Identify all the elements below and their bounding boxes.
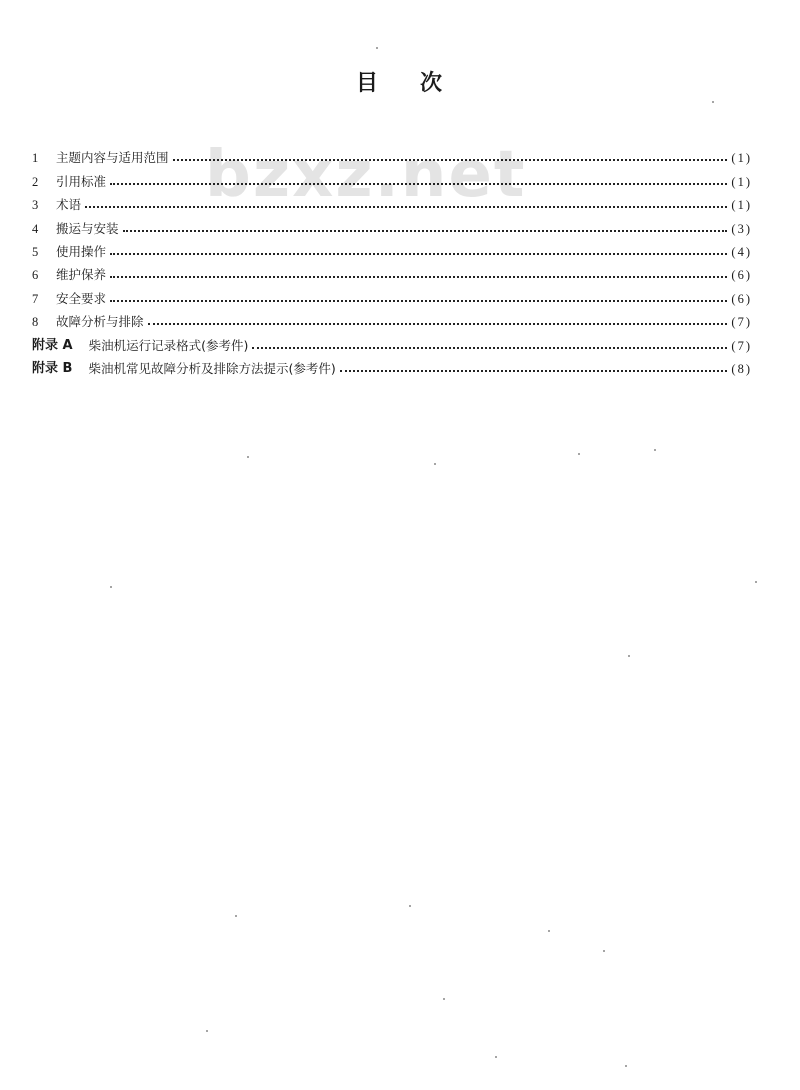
toc-entry-1 <box>32 143 752 166</box>
toc-label: 故障分析与排除 <box>56 314 144 330</box>
toc-number: 1 <box>32 151 39 166</box>
toc-page-number: (1) <box>731 198 752 213</box>
title-char-2: 次 <box>420 71 445 96</box>
scan-speck <box>434 463 436 465</box>
scan-speck <box>110 586 112 588</box>
toc-number: 8 <box>32 315 39 330</box>
toc-entry-7 <box>32 283 752 306</box>
toc-label: 主题内容与适用范围 <box>56 150 169 166</box>
title-char-1: 目 <box>355 71 380 96</box>
toc-number: 7 <box>32 291 39 306</box>
leader-dots <box>173 159 728 161</box>
scan-speck <box>206 1030 208 1032</box>
table-of-contents <box>32 143 752 377</box>
scan-speck <box>654 449 656 451</box>
scan-speck <box>628 655 630 657</box>
toc-entry-8 <box>32 307 752 330</box>
page-title <box>0 66 800 97</box>
scan-speck <box>603 950 605 952</box>
toc-entry-appendix-b <box>32 354 752 377</box>
toc-label: 术语 <box>56 197 82 213</box>
scan-speck <box>443 998 445 1000</box>
toc-page-number: (1) <box>731 151 752 166</box>
toc-appendix-number: 附录 A <box>32 337 73 353</box>
scan-speck <box>235 915 237 917</box>
toc-label: 维护保养 <box>56 267 107 283</box>
leader-dots <box>340 370 728 372</box>
leader-dots <box>252 347 727 349</box>
toc-page-number: (7) <box>731 338 752 353</box>
leader-dots <box>110 300 727 302</box>
scan-speck <box>625 1065 627 1067</box>
toc-number: 5 <box>32 244 39 259</box>
scan-speck <box>376 47 378 49</box>
leader-dots <box>110 253 727 255</box>
toc-entry-5 <box>32 237 752 260</box>
toc-entry-appendix-a <box>32 330 752 353</box>
toc-page-number: (6) <box>731 291 752 306</box>
leader-dots <box>85 206 727 208</box>
toc-label: 安全要求 <box>56 290 107 306</box>
toc-page-number: (8) <box>731 361 752 376</box>
leader-dots <box>110 276 727 278</box>
scan-speck <box>247 456 249 458</box>
toc-label: 搬运与安装 <box>56 220 119 236</box>
scan-speck <box>409 905 411 907</box>
toc-number: 4 <box>32 221 39 236</box>
toc-page-number: (4) <box>731 244 752 259</box>
toc-label: 柴油机常见故障分析及排除方法提示(参考件) <box>88 360 336 376</box>
toc-label: 柴油机运行记录格式(参考件) <box>88 337 249 353</box>
toc-number: 3 <box>32 198 39 213</box>
toc-appendix-number: 附录 B <box>32 360 73 376</box>
leader-dots <box>110 183 727 185</box>
leader-dots <box>123 230 728 232</box>
watermark: bzxz.net <box>205 138 527 212</box>
toc-label: 引用标准 <box>56 173 107 189</box>
toc-page-number: (6) <box>731 268 752 283</box>
toc-number: 2 <box>32 174 39 189</box>
toc-entry-3 <box>32 190 752 213</box>
toc-entry-2 <box>32 166 752 189</box>
leader-dots <box>148 323 728 325</box>
scan-speck <box>548 930 550 932</box>
toc-entry-6 <box>32 260 752 283</box>
scan-speck <box>495 1056 497 1058</box>
scan-speck <box>712 101 714 103</box>
toc-page-number: (7) <box>731 315 752 330</box>
toc-number: 6 <box>32 268 39 283</box>
toc-label: 使用操作 <box>56 243 107 259</box>
scan-speck <box>578 453 580 455</box>
toc-entry-4 <box>32 213 752 236</box>
toc-page-number: (1) <box>731 174 752 189</box>
toc-page-number: (3) <box>731 221 752 236</box>
scan-speck <box>755 581 757 583</box>
